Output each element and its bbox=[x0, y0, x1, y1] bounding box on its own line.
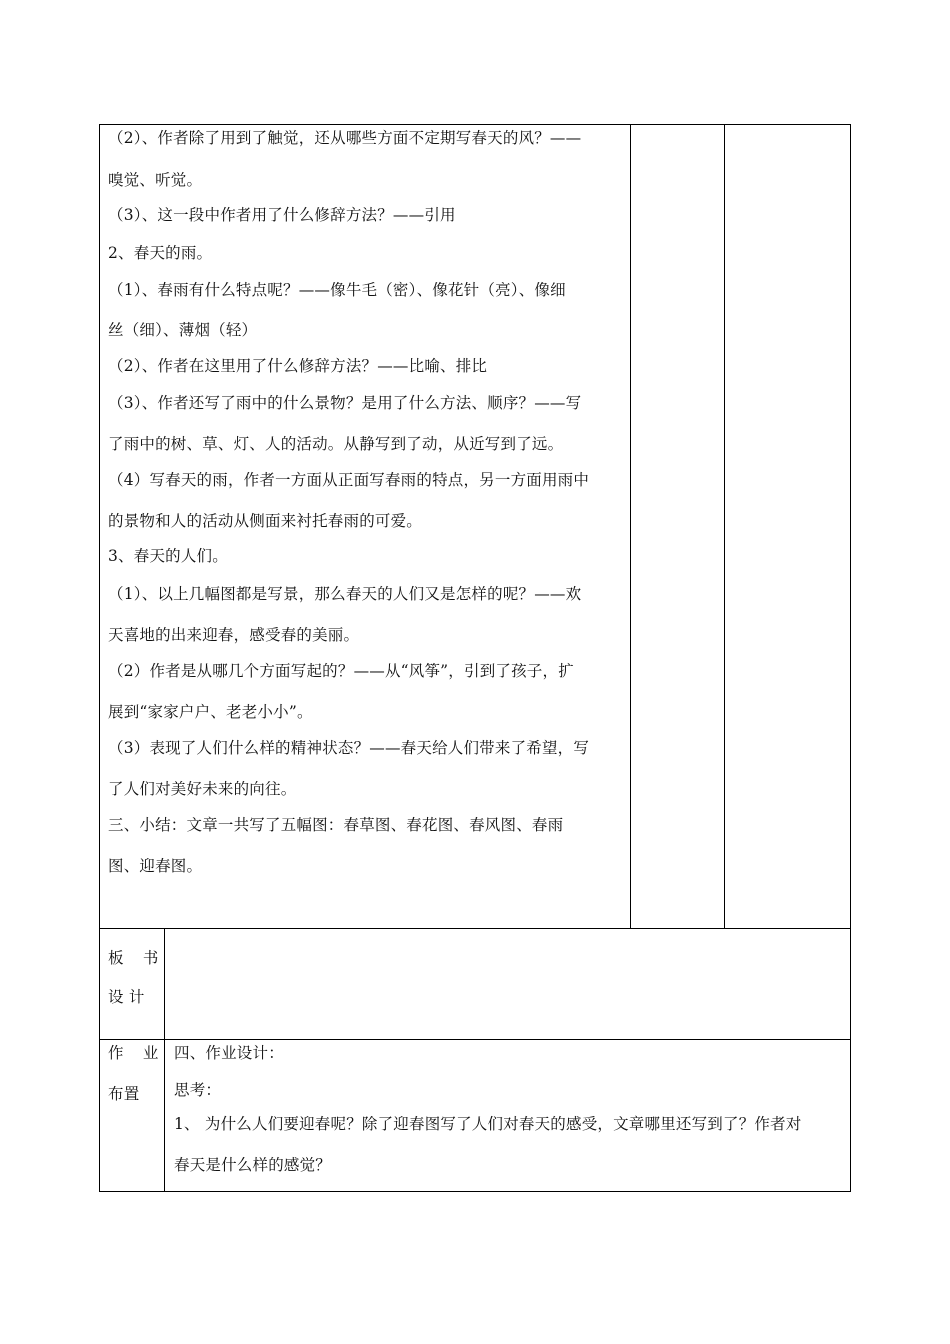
row-divider-board bbox=[99, 928, 851, 929]
label-column-divider bbox=[164, 928, 165, 1192]
table-border-left bbox=[99, 124, 100, 1192]
lesson-line: （1）、春雨有什么特点呢？——像牛毛（密）、像花针（亮）、像细 bbox=[108, 281, 566, 299]
lesson-line: （2）、作者在这里用了什么修辞方法？——比喻、排比 bbox=[108, 357, 488, 375]
row-divider-homework bbox=[99, 1039, 851, 1040]
lesson-line: （3）表现了人们什么样的精神状态？——春天给人们带来了希望，写 bbox=[108, 739, 590, 757]
column-divider-1 bbox=[630, 124, 631, 929]
lesson-line: 图、迎春图。 bbox=[108, 857, 203, 875]
lesson-line: （2）作者是从哪几个方面写起的？——从“风筝”，引到了孩子，扩 bbox=[108, 662, 574, 680]
lesson-line: （1）、以上几幅图都是写景，那么春天的人们又是怎样的呢？——欢 bbox=[108, 585, 582, 603]
homework-label: 布置 bbox=[108, 1085, 140, 1103]
lesson-line: （3）、这一段中作者用了什么修辞方法？——引用 bbox=[108, 206, 456, 224]
lesson-line: 2、春天的雨。 bbox=[108, 244, 213, 262]
lesson-line: 嗅觉、听觉。 bbox=[108, 171, 203, 189]
homework-title: 四、作业设计： bbox=[174, 1044, 284, 1062]
lesson-line: 丝（细）、薄烟（轻） bbox=[108, 321, 258, 339]
lesson-line: 的景物和人的活动从侧面来衬托春雨的可爱。 bbox=[108, 512, 423, 530]
table-border-right bbox=[850, 124, 851, 1192]
column-divider-2 bbox=[724, 124, 725, 929]
lesson-line: 了雨中的树、草、灯、人的活动。从静写到了动，从近写到了远。 bbox=[108, 435, 564, 453]
lesson-line: 展到“家家户户、老老小小”。 bbox=[108, 703, 313, 721]
lesson-line: （3）、作者还写了雨中的什么景物？是用了什么方法、顺序？——写 bbox=[108, 394, 582, 412]
homework-subtitle: 思考： bbox=[174, 1081, 222, 1099]
lesson-line: 了人们对美好未来的向往。 bbox=[108, 780, 297, 798]
lesson-line: 3、春天的人们。 bbox=[108, 547, 228, 565]
board-design-label: 板 书 bbox=[108, 949, 159, 967]
lesson-line: （2）、作者除了用到了触觉，还从哪些方面不定期写春天的风？—— bbox=[108, 129, 582, 147]
homework-item: 1、 为什么人们要迎春呢？除了迎春图写了人们对春天的感受，文章哪里还写到了？作者对 bbox=[174, 1115, 802, 1133]
table-border-bottom bbox=[99, 1191, 851, 1192]
table-border-top bbox=[99, 124, 851, 125]
lesson-line: 三、小结：文章一共写了五幅图：春草图、春花图、春风图、春雨 bbox=[108, 816, 564, 834]
board-design-label: 设 计 bbox=[108, 988, 145, 1006]
homework-item: 春天是什么样的感觉？ bbox=[174, 1156, 332, 1174]
lesson-line: 天喜地的出来迎春，感受春的美丽。 bbox=[108, 626, 360, 644]
lesson-line: （4）写春天的雨，作者一方面从正面写春雨的特点，另一方面用雨中 bbox=[108, 471, 590, 489]
homework-label: 作 业 bbox=[108, 1044, 159, 1062]
